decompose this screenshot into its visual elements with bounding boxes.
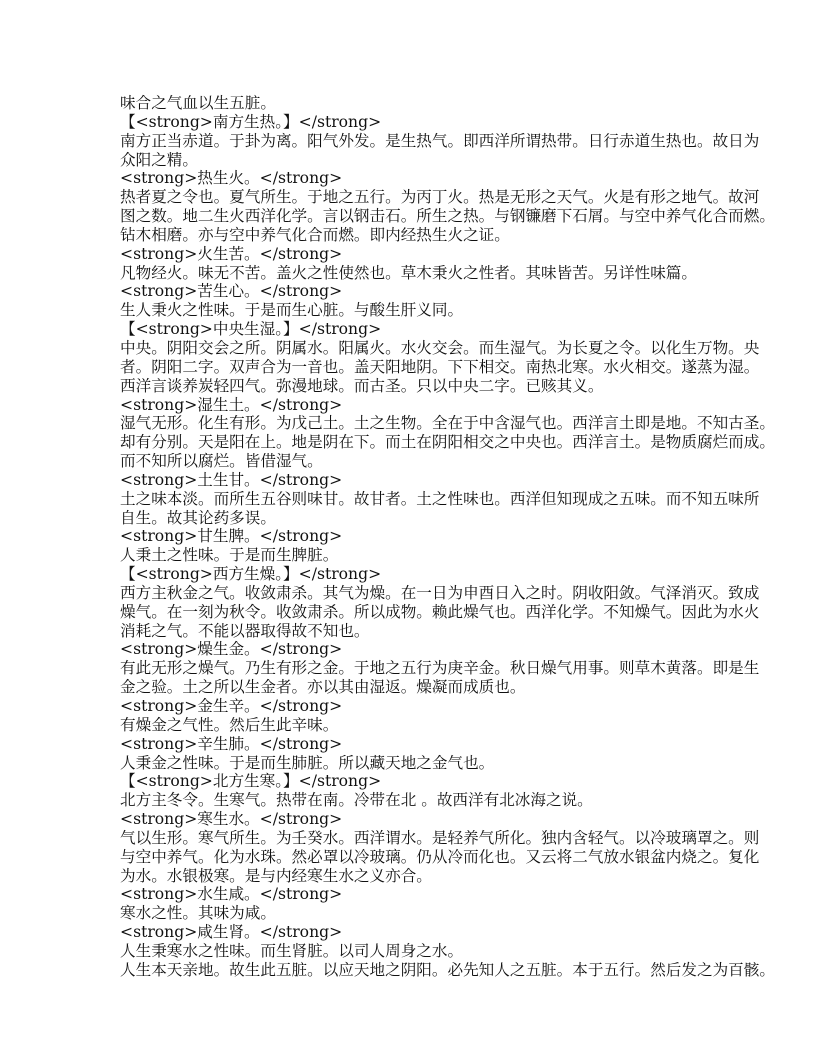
text-line: 土之味本淡。而所生五谷则味甘。故甘者。土之性味也。西洋但知现成之五味。而不知五味所 <box>120 489 760 508</box>
text-line: 西洋言谈养炭轻四气。弥漫地球。而古圣。只以中央二字。已赅其义。 <box>120 376 604 395</box>
section-heading-line: 【<strong>北方生寒。】</strong> <box>120 772 382 791</box>
section-heading-line: 【<strong>南方生热。】</strong> <box>120 112 382 131</box>
section-heading-line: <strong>火生苦。</strong> <box>120 244 343 263</box>
section-heading-line: <strong>甘生脾。</strong> <box>120 527 343 546</box>
section-heading-line: <strong>湿生土。</strong> <box>120 395 343 414</box>
text-line: 却有分别。天是阳在上。地是阴在下。而土在阴阳相交之中央也。西洋言土。是物质腐烂而成。 <box>120 433 775 452</box>
text-line: 者。阴阳二字。双声合为一音也。盖天阳地阴。下下相交。南热北寒。水火相交。遂蒸为湿。 <box>120 357 760 376</box>
text-line: 有燥金之气性。然后生此辛味。 <box>120 715 339 734</box>
text-line: 人生本天亲地。故生此五脏。以应天地之阴阳。必先知人之五脏。本于五行。然后发之为百骸。 <box>120 960 775 979</box>
text-line: 凡物经火。味无不苦。盖火之性使然也。草木秉火之性者。其味皆苦。另详性味篇。 <box>120 263 697 282</box>
text-line: 西方主秋金之气。收敛肃杀。其气为燥。在一日为申酉日入之时。阴收阳敛。气泽消灭。致成 <box>120 583 760 602</box>
text-line: 燥气。在一刻为秋令。收敛肃杀。所以成物。赖此燥气也。西洋化学。不知燥气。因此为水火 <box>120 602 760 621</box>
text-line: 南方正当赤道。于卦为离。阳气外发。是生热气。即西洋所谓热带。日行赤道生热也。故日为 <box>120 131 760 150</box>
section-heading-line: <strong>燥生金。</strong> <box>120 640 343 659</box>
text-line: 而不知所以腐烂。皆借湿气。 <box>120 452 323 471</box>
text-line: 有此无形之燥气。乃生有形之金。于地之五行为庚辛金。秋日燥气用事。则草木黄落。即是生 <box>120 659 760 678</box>
text-line: 寒水之性。其味为咸。 <box>120 904 276 923</box>
text-line: 人秉土之性味。于是而生脾脏。 <box>120 546 339 565</box>
text-line: 中央。阴阳交会之所。阴属水。阳属火。水火交会。而生湿气。为长夏之令。以化生万物。央 <box>120 338 760 357</box>
text-line: 钻木相磨。亦与空中养气化合而燃。即内经热生火之证。 <box>120 225 510 244</box>
section-heading-line: 【<strong>中央生湿。】</strong> <box>120 320 382 339</box>
text-line: 众阳之精。 <box>120 150 198 169</box>
section-heading-line: <strong>苦生心。</strong> <box>120 282 343 301</box>
text-line: 湿气无形。化生有形。为戊己土。土之生物。全在于中含湿气也。西洋言土即是地。不知古圣。 <box>120 414 775 433</box>
text-line: 为水。水银极寒。是与内经寒生水之义亦合。 <box>120 866 432 885</box>
section-heading-line: <strong>寒生水。</strong> <box>120 810 343 829</box>
text-line: 热者夏之令也。夏气所生。于地之五行。为丙丁火。热是无形之天气。火是有形之地气。故河 <box>120 188 760 207</box>
section-heading-line: <strong>辛生肺。</strong> <box>120 734 343 753</box>
text-line: 人秉金之性味。于是而生肺脏。所以藏天地之金气也。 <box>120 753 495 772</box>
text-line: 北方主冬令。生寒气。热带在南。冷带在北 。故西洋有北冰海之说。 <box>120 791 593 810</box>
section-heading-line: <strong>咸生肾。</strong> <box>120 923 343 942</box>
text-line: 生人秉火之性味。于是而生心脏。与酸生肝义同。 <box>120 301 464 320</box>
text-line: 气以生形。寒气所生。为壬癸水。西洋谓水。是轻养气所化。独内含轻气。以冷玻璃罩之。则 <box>120 828 760 847</box>
document-body <box>120 94 775 980</box>
text-line: 金之验。土之所以生金者。亦以其由湿返。燥凝而成质也。 <box>120 678 526 697</box>
section-heading-line: 【<strong>西方生燥。】</strong> <box>120 565 382 584</box>
text-line: 消耗之气。不能以器取得故不知也。 <box>120 621 370 640</box>
text-line: 人生秉寒水之性味。而生肾脏。以司人周身之水。 <box>120 941 464 960</box>
section-heading-line: <strong>金生辛。</strong> <box>120 697 343 715</box>
text-line: 自生。故其论药多误。 <box>120 508 276 527</box>
text-line: 与空中养气。化为水珠。然必罩以冷玻璃。仍从冷而化也。又云将二气放水银盆内烧之。复化 <box>120 847 760 866</box>
section-heading-line: <strong>水生咸。</strong> <box>120 885 343 904</box>
text-line: 味合之气血以生五脏。 <box>120 94 276 112</box>
section-heading-line: <strong>热生火。</strong> <box>120 169 343 188</box>
text-line: 图之数。地二生火西洋化学。言以钢击石。所生之热。与钢镰磨下石屑。与空中养气化合而燃。 <box>120 207 775 226</box>
section-heading-line: <strong>土生甘。</strong> <box>120 470 343 489</box>
